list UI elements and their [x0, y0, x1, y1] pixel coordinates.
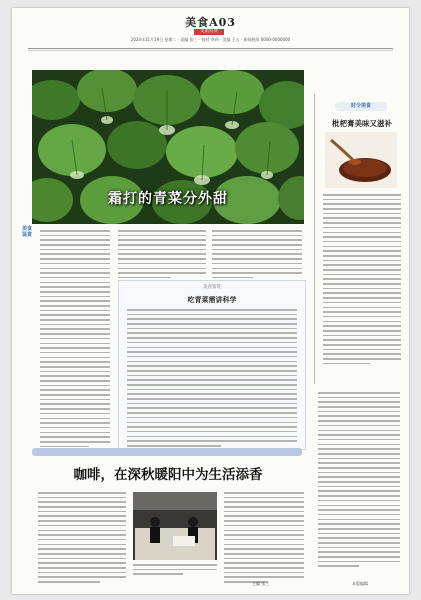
page-header	[12, 8, 409, 52]
article2-title: 咖啡，在深秋暖阳中为生活添香	[73, 467, 263, 483]
hero-title: 霜打的青菜分外甜	[108, 191, 228, 207]
sidebar-column	[314, 94, 405, 384]
photo-caption	[133, 564, 217, 578]
header-rule	[28, 48, 393, 49]
article2-col3	[224, 492, 304, 586]
footer-right: 本版编辑	[352, 581, 368, 586]
footer-left: 主编 张三	[252, 581, 270, 586]
sidebar-badge: 时令美食	[335, 102, 387, 111]
article2-col1	[38, 492, 126, 586]
newspaper-page	[12, 8, 409, 594]
sidebar-title: 枇杷膏美味又滋补	[332, 119, 392, 128]
dateline: 2024年11月19日 星期二 · 责编 张三 · 校对 李四 · 美编 王五 · 新闻热线 0000-0000000	[130, 37, 291, 42]
article1-col1	[40, 230, 110, 450]
sidebar-body-text	[323, 194, 401, 367]
coffee-shop-image	[133, 492, 217, 560]
column-kicker: 美食鉴赏	[22, 226, 33, 238]
loquat-syrup-photo	[325, 132, 397, 188]
hero-photo	[32, 70, 304, 224]
inner-box-label: 美食鉴赏	[203, 285, 221, 290]
coffee-shop-photo	[133, 492, 217, 560]
divider-banner	[32, 448, 302, 456]
sidebar-body-text-lower	[318, 392, 400, 570]
sidebar-box-science	[118, 280, 306, 450]
section-sub-label: 文旅消费	[194, 29, 224, 35]
inner-box-text	[127, 309, 297, 450]
section-title: 美食A03	[185, 16, 236, 29]
syrup-spoon-image	[325, 132, 397, 188]
article1-col3	[212, 230, 302, 282]
header-rule-thin	[28, 50, 393, 51]
article1-col2	[118, 230, 206, 282]
inner-box-title: 吃青菜需讲科学	[187, 295, 237, 304]
